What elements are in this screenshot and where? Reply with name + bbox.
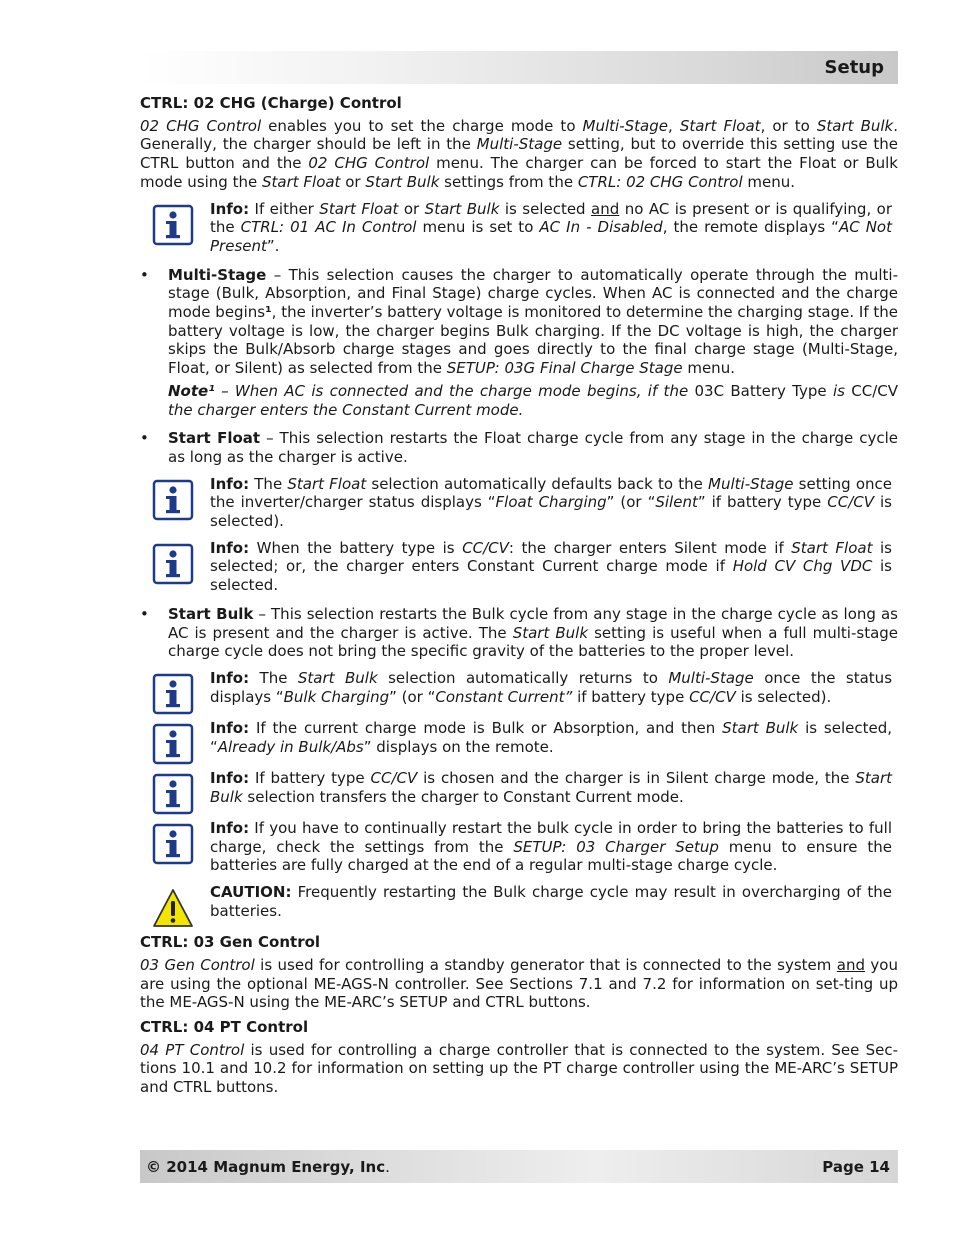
- info-icon: [152, 204, 194, 246]
- paragraph-chg-control: 02 CHG Control enables you to set the charge mode to Multi-Stage, Start Float, or to Start Bulk. Generally, the charger should be left in the Multi-Stage setting, but to override this setting use the CTRL button and the 02 CHG Control menu. The charger can be forced to start the Float or Bulk mode using the Start Float or Start Bulk settings from the CTRL: 02 CHG Control menu.: [140, 116, 898, 191]
- page-content: [140, 94, 898, 1103]
- bullet-dot: •: [140, 265, 149, 284]
- bullet-multi-stage: • Multi-Stage – This selection causes the charger to automatically operate through the multi-stage (Bulk, Absorption, and Final Stage) charge cycles. When AC is connected and the charge mode begins¹, the inverter’s battery voltage is monitored to determine the charging stage. If the battery voltage is low, the charger begins Bulk charging. If the DC voltage is high, the charger skips the Bulk/Absorb charge stages and goes directly to the final charge stage (Multi-Stage, Float, or Silent) as selected from the SETUP: 03G Final Charge Stage menu.: [140, 265, 898, 378]
- info-note-float-default: Info: The Start Float selection automatically defaults back to the Multi-Stage setting once the inverter/charger status displays “Float Charging” (or “Silent” if battery type CC/CV is selected).: [140, 475, 892, 531]
- bullet-dot: •: [140, 604, 149, 623]
- info-note-float-ccv: Info: When the battery type is CC/CV: the charger enters Silent mode if Start Float is selected; or, the charger enters Constant Current charge mode if Hold CV Chg VDC is selected.: [140, 539, 892, 595]
- page-number: Page 14: [822, 1158, 890, 1176]
- caution-icon: [152, 887, 194, 929]
- heading-pt-control: CTRL: 04 PT Control: [140, 1017, 309, 1036]
- info-note-continual-restart: Info: If you have to continually restart the bulk cycle in order to bring the batteries to full charge, check the settings from the SETUP: 03 Charger Setup menu to ensure the batteries are fully charged at the end of a regular multi-stage charge cycle.: [140, 819, 892, 875]
- info-note-ac-not-present: Info: If either Start Float or Start Bulk is selected and no AC is present or is qualifying, or the CTRL: 01 AC In Control menu is set to AC In - Disabled, the remote displays “AC Not Present”.: [140, 200, 892, 256]
- header-bar: [140, 51, 898, 84]
- paragraph-gen-control: 03 Gen Control is used for controlling a standby generator that is connected to the system and you are using the optional ME-AGS-N controller. See Sections 7.1 and 7.2 for information on set-ting up the ME-AGS-N using the ME-ARC’s SETUP and CTRL buttons.: [140, 955, 898, 1012]
- info-icon: [152, 773, 194, 815]
- note-multi-stage: Note¹ – When AC is connected and the charge mode begins, if the 03C Battery Type is CC/CV the charger enters the Constant Current mode.: [168, 381, 898, 419]
- bullet-start-float: • Start Float – This selection restarts the Float charge cycle from any stage in the charge cycle as long as the charger is active.: [140, 429, 899, 466]
- info-note-already-bulk: Info: If the current charge mode is Bulk or Absorption, and then Start Bulk is selected, “Already in Bulk/Abs” displays on the remote.: [140, 719, 892, 761]
- info-icon: [152, 479, 194, 521]
- footer-copyright: © 2014 Magnum Energy, Inc.: [146, 1158, 390, 1176]
- paragraph-pt-control: 04 PT Control is used for controlling a charge controller that is connected to the system. See Sec-tions 10.1 and 10.2 for information on setting up the PT charge controller using the ME-ARC’s SETUP and CTRL buttons.: [140, 1040, 898, 1097]
- info-icon: [152, 823, 194, 865]
- info-icon: [152, 543, 194, 585]
- info-icon: [152, 723, 194, 765]
- info-icon: [152, 673, 194, 715]
- footer-bar: [140, 1150, 898, 1183]
- heading-chg-control: CTRL: 02 CHG (Charge) Control: [140, 94, 402, 112]
- heading-gen-control: CTRL: 03 Gen Control: [140, 933, 321, 952]
- bullet-start-bulk: • Start Bulk – This selection restarts the Bulk cycle from any stage in the charge cycle as long as AC is present and the charger is active. The Start Bulk setting is useful when a full multi-stage charge cycle does not bring the specific gravity of the batteries to the proper level.: [140, 604, 899, 661]
- info-note-bulk-returns: Info: The Start Bulk selection automatically returns to Multi-Stage once the status displays “Bulk Charging” (or “Constant Current” if battery type CC/CV is selected).: [140, 669, 892, 711]
- bullet-dot: •: [140, 429, 149, 448]
- caution-note-overcharging: CAUTION: Frequently restarting the Bulk charge cycle may result in overcharging of the batteries.: [140, 883, 892, 925]
- info-note-bulk-ccv: Info: If battery type CC/CV is chosen and the charger is in Silent charge mode, the Start Bulk selection transfers the charger to Constant Current mode.: [140, 769, 892, 811]
- section-title: Setup: [824, 57, 884, 78]
